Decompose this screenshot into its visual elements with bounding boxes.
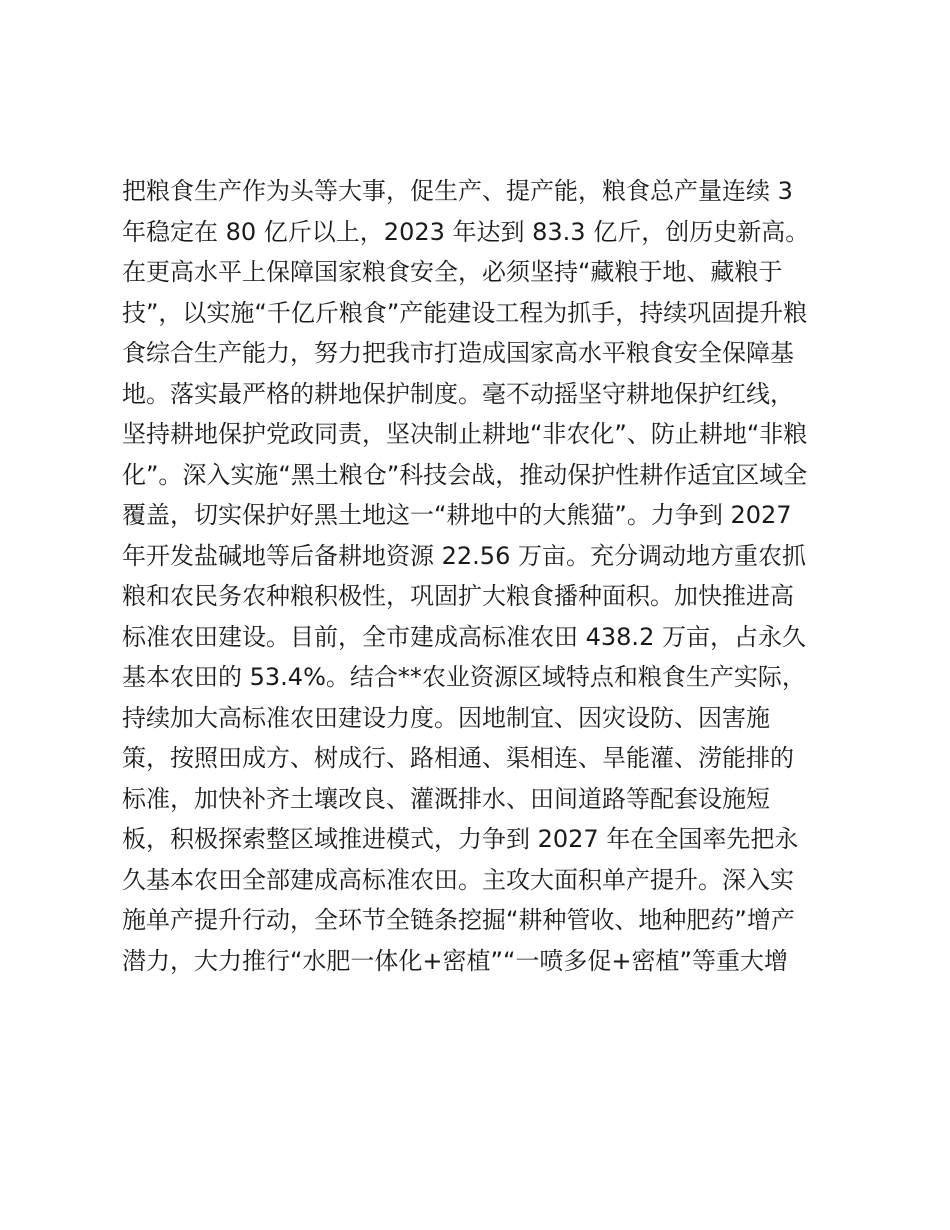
text-line: 板，积极探索整区域推进模式，力争到 2027 年在全国率先把永 (122, 825, 799, 853)
text-line: 基本农田的 53.4%。结合**农业资源区域特点和粮食生产实际， (122, 663, 806, 691)
body-paragraph (122, 171, 842, 981)
text-line: 持续加大高标准农田建设力度。因地制宜、因灾设防、因害施 (122, 703, 770, 732)
text-line: 坚持耕地保护党政同责，坚决制止耕地“非农化”、防止耕地“非粮 (122, 420, 808, 448)
text-line: 标准，加快补齐土壤改良、灌溉排水、田间道路等配套设施短 (122, 784, 770, 813)
text-line: 技”，以实施“千亿斤粮食”产能建设工程为抓手，持续巩固提升粮 (122, 298, 808, 327)
text-line: 化”。深入实施“黑土粮仓”科技会战，推动保护性耕作适宜区域全 (122, 460, 808, 489)
text-line: 地。落实最严格的耕地保护制度。毫不动摇坚守耕地保护红线， (122, 379, 794, 408)
text-line: 粮和农民务农种粮积极性，巩固扩大粮食播种面积。加快推进高 (122, 582, 794, 610)
text-line: 策，按照田成方、树成行、路相通、渠相连、旱能灌、涝能排的 (122, 744, 794, 772)
text-line: 食综合生产能力，努力把我市打造成国家高水平粮食安全保障基 (122, 339, 794, 367)
text-line: 覆盖，切实保护好黑土地这一“耕地中的大熊猫”。力争到 2027 (122, 501, 792, 529)
text-line: 年开发盐碱地等后备耕地资源 22.56 万亩。充分调动地方重农抓 (122, 541, 806, 570)
text-line: 年稳定在 80 亿斤以上，2023 年达到 83.3 亿斤，创历史新高。 (122, 217, 810, 246)
text-line: 施单产提升行动，全环节全链条挖掘“耕种管收、地种肥药”增产 (122, 906, 795, 934)
text-line: 标准农田建设。目前，全市建成高标准农田 438.2 万亩，占永久 (122, 622, 806, 651)
text-line: 久基本农田全部建成高标准农田。主攻大面积单产提升。深入实 (122, 865, 794, 894)
text-line: 潜力，大力推行“水肥一体化+密植”“一喷多促+密植”等重大增 (122, 946, 788, 975)
text-line: 把粮食生产作为头等大事，促生产、提产能，粮食总产量连续 3 (122, 177, 793, 205)
text-line: 在更高水平上保障国家粮食安全，必须坚持“藏粮于地、藏粮于 (122, 258, 783, 286)
